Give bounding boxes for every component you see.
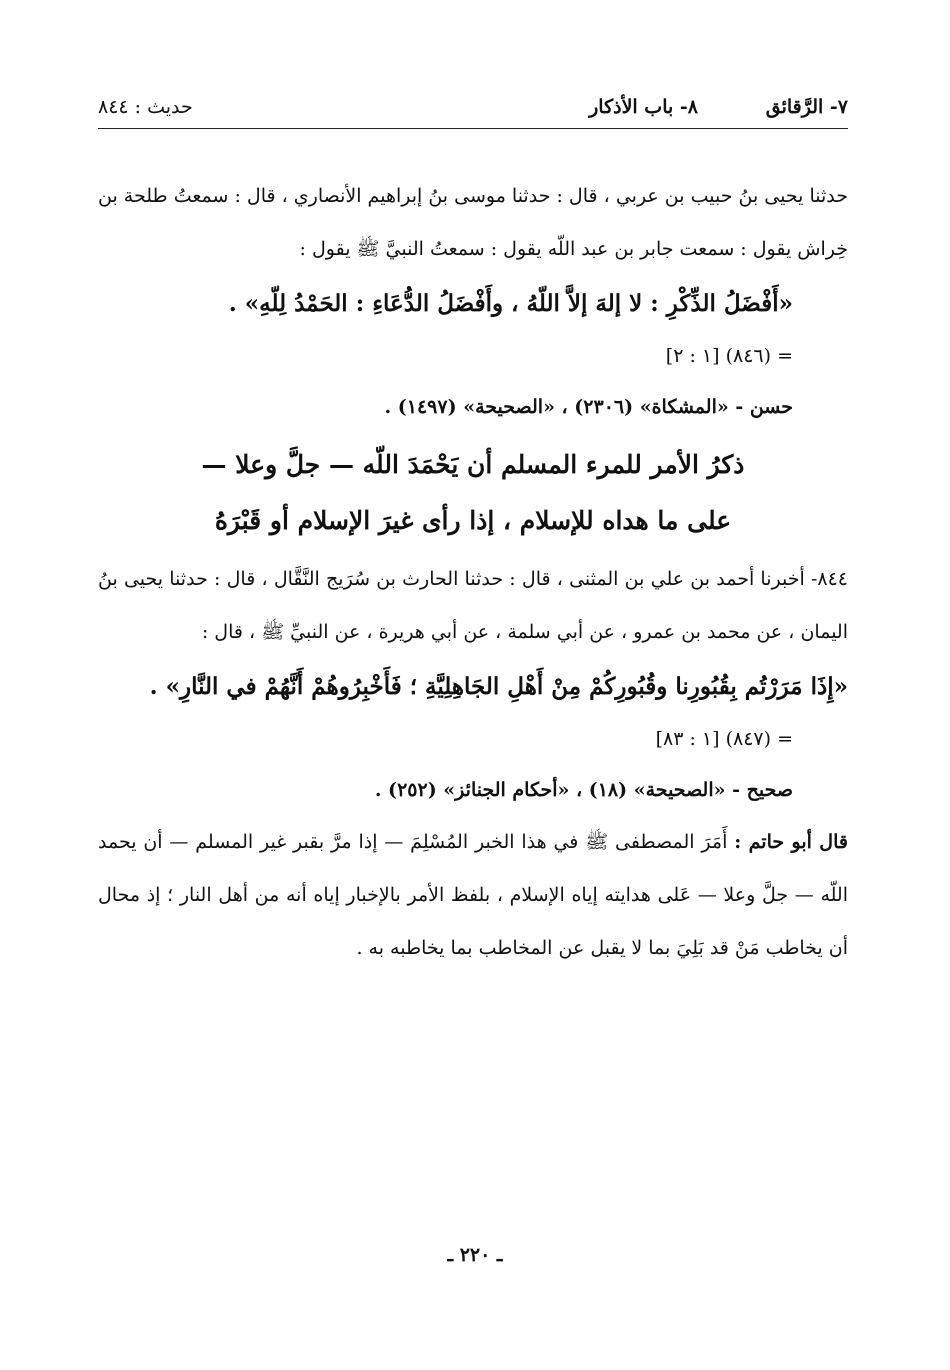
heading-line: على ما هداه للإسلام ، إذا رأى غيرَ الإسلام أو قَبْرَهُ	[214, 506, 732, 535]
commentary-lead: قال أبو حاتم :	[734, 831, 848, 853]
hadith-text: «أَفْضَلُ الذِّكْرِ : لا إلهَ إلاَّ اللّهُ ، وأَفْضَلُ الدُّعَاءِ : الحَمْدُ لِلّهِ» .	[228, 290, 793, 317]
chapter-title: ٧- الرَّقائق	[765, 96, 848, 118]
isnad-paragraph: حدثنا يحيى بنُ حبيب بن عربي ، قال : حدثنا موسى بنُ إبراهيم الأنصاري ، قال : سمعتُ طلحة بن خِراش يقول : سمعت جابر بن عبد اللّه يقول : سمعتُ النبيَّ ﷺ يقول :	[98, 185, 848, 260]
hadith-text: «إِذَا مَرَرْتُم بِقُبُورِنا وقُبُورِكُمْ مِنْ أَهْلِ الجَاهِلِيَّةِ ؛ فَأَخْبِرُوهُمْ أَنَّهُمْ في النَّارِ» .	[149, 673, 848, 700]
hadith-reference: حديث : ٨٤٤	[98, 96, 193, 118]
commentary-paragraph	[98, 816, 848, 975]
heading-line: ذكرُ الأمر للمرء المسلم أن يَحْمَدَ اللّه — جلَّ وعلا —	[201, 450, 745, 479]
section-title: ٨- باب الأذكار	[589, 96, 698, 118]
commentary-text: أَمَرَ المصطفى ﷺ في هذا الخبر المُسْلِمَ — إذا مرَّ بقبر غير المسلم — أن يحمد اللّه — جلَّ وعلا — عَلى هدايته إياه الإسلام ، بلفظ الأمر بالإخبار إياه أنه من أهل النار ؛ إذ محال أن يخاطب مَنْ قد بَلِيَ بما لا يقبل عن المخاطب بما يخاطبه به .	[98, 831, 848, 959]
cross-reference: = (٨٤٦) [١ : ٢]	[665, 345, 793, 367]
cross-reference: = (٨٤٧) [١ : ٨٣]	[655, 728, 793, 750]
grading-note: صحيح - «الصحيحة» (١٨) ، «أحكام الجنائز» (٢٥٢) .	[374, 779, 793, 801]
chapter-heading	[98, 437, 848, 549]
header-rule	[98, 128, 848, 129]
grading-note: حسن - «المشكاة» (٢٣٠٦) ، «الصحيحة» (١٤٩٧) .	[384, 396, 793, 418]
isnad-paragraph: ٨٤٤- أخبرنا أحمد بن علي بن المثنى ، قال : حدثنا الحارث بن سُرَيج النَّقَّال ، قال : حدثنا يحيى بنُ اليمان ، عن محمد بن عمرو ، عن أبي سلمة ، عن أبي هريرة ، عن النبيِّ ﷺ ، قال :	[98, 568, 848, 643]
page-number: ـ ٢٢٠ ـ	[447, 1244, 503, 1266]
running-header	[98, 88, 848, 128]
page-body	[98, 170, 848, 975]
